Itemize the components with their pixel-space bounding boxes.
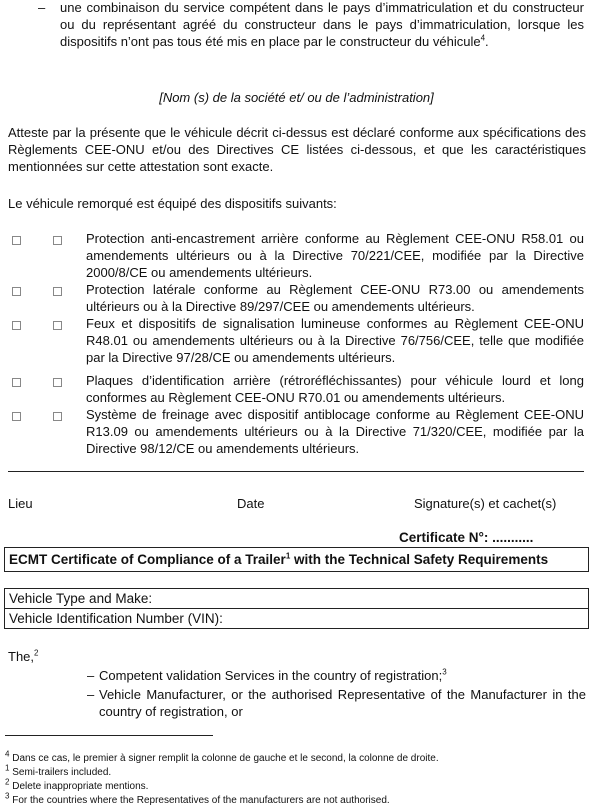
intro-bullet-text: une combinaison du service compétent dans le pays d’immatriculation et du constructeur ou du représentant agréé du constructeur dans le pays d’immatriculation, lorsque les dispositifs n’ont pas tous été mis en place par le constructeur du véhicule [60, 0, 584, 49]
signature-place: Lieu [8, 496, 33, 511]
checkbox-left[interactable] [12, 236, 21, 245]
vin-field[interactable] [4, 608, 589, 629]
footnote: $^4$ Dans ce cas, le premier à signer remplit la colonne de gauche et le second, la colonne de droite. [5, 749, 439, 764]
en-bullet-dash: – [87, 687, 95, 702]
name-placeholder: [Nom (s) de la société et/ ou de l’administration] [159, 90, 434, 105]
the-label: The,$^2$ [8, 648, 39, 664]
signature-date: Date [237, 496, 265, 511]
checkbox-right[interactable] [53, 287, 62, 296]
signature-stamp: Signature(s) et cachet(s) [414, 496, 557, 511]
checkbox-left[interactable] [12, 321, 21, 330]
vehicle-type-field[interactable] [4, 588, 589, 609]
footnote: $^2$ Delete inappropriate mentions. [5, 777, 149, 792]
en-bullet: Vehicle Manufacturer, or the authorised Representative of the Manufacturer in the country of registration, or [99, 687, 586, 719]
checkbox-right[interactable] [53, 236, 62, 245]
intro-bullet [60, 0, 584, 50]
device-item: Protection latérale conforme au Règlement CEE-ONU R73.00 ou amendements ultérieurs ou à la Directive 89/297/CEE ou amendements ultérieurs. [86, 282, 584, 314]
checkbox-left[interactable] [12, 287, 21, 296]
ecmt-title-rest: with the Technical Safety Requirements [290, 552, 549, 567]
footnote-separator [5, 735, 213, 736]
en-bullet-dash: – [87, 668, 95, 683]
ecmt-title: ECMT Certificate of Compliance of a Trailer [9, 552, 286, 567]
equipped-heading: Le véhicule remorqué est équipé des dispositifs suivants: [8, 196, 337, 211]
footnote-ref-4: 4 [480, 33, 486, 43]
footnote: $^3$ For the countries where the Representatives of the manufacturers are not authorised. [5, 791, 390, 806]
checkbox-right[interactable] [53, 321, 62, 330]
vehicle-type-label: Vehicle Type and Make: [9, 591, 153, 606]
device-item: Protection anti-encastrement arrière conforme au Règlement CEE-ONU R58.01 ou amendements ultérieurs ou à la Directive 70/221/CEE, modifiée par la Directive 2000/8/CE ou amendements ultérieurs. [86, 231, 584, 280]
device-item: Feux et dispositifs de signalisation lumineuse conformes au Règlement CEE-ONU R48.01 ou amendements ultérieurs ou à la Directive 76/756/CEE, telle que modifiée par la Directive 97/28/CE ou amendements ultérieurs. [86, 316, 584, 365]
footnote-ref-3: 3 [442, 667, 447, 677]
vin-label: Vehicle Identification Number (VIN): [9, 611, 223, 626]
separator-line [8, 471, 584, 472]
footnote: $^1$ Semi-trailers included. [5, 763, 112, 778]
device-item: Système de freinage avec dispositif antiblocage conforme au Règlement CEE-ONU R13.09 ou amendements ultérieurs ou à la Directive 71/320/CEE, modifiée par la Directive 98/12/CE ou amendements ultérieurs. [86, 407, 584, 456]
intro-bullet-end: . [485, 34, 489, 49]
checkbox-left[interactable] [12, 378, 21, 387]
device-item: Plaques d’identification arrière (rétroréfléchissantes) pour véhicule lourd et long conformes au Règlement CEE-ONU R70.01 ou amendements ultérieurs. [86, 373, 584, 405]
checkbox-right[interactable] [53, 378, 62, 387]
checkbox-left[interactable] [12, 412, 21, 421]
footnote-ref-1: 1 [285, 551, 291, 561]
intro-bullet-dash: – [38, 0, 46, 15]
footnote-ref-2: 2 [34, 648, 39, 658]
ecmt-title-box [4, 547, 589, 572]
en-bullet: Competent validation Services in the country of registration;$^3$ [99, 667, 447, 683]
certificate-number: Certificate N°: ........... [399, 530, 534, 545]
attest-paragraph: Atteste par la présente que le véhicule décrit ci-dessus est déclaré conforme aux spécifications des Règlements CEE-ONU et/ou des Directives CE listées ci-dessous, et que les caractéristiques mentionnées sur cette attestation sont exacte. [8, 125, 586, 174]
checkbox-right[interactable] [53, 412, 62, 421]
